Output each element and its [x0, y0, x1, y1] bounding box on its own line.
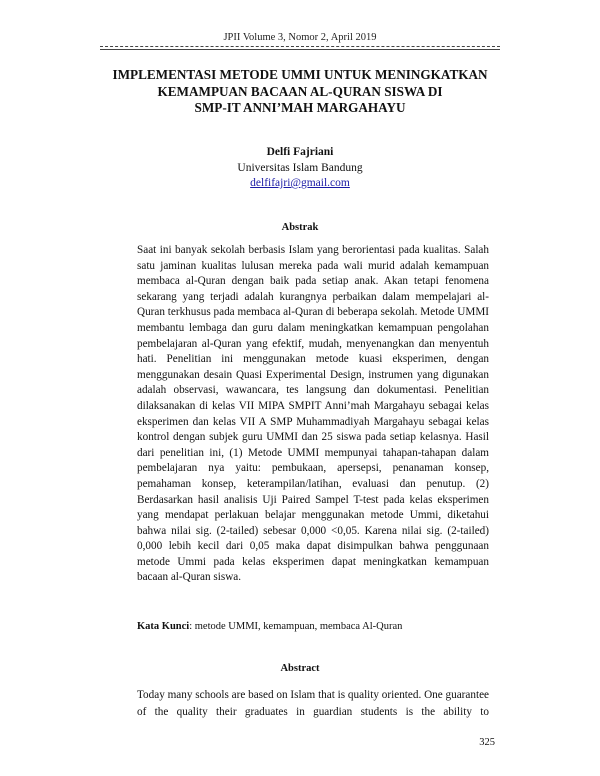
title-line-3: SMP-IT ANNI’MAH MARGAHAYU [194, 100, 406, 115]
page-number: 325 [479, 737, 495, 748]
abstract-body: Today many schools are based on Islam that is quality oriented. One guarantee of the quality their graduates in guardian students is the ability to [137, 689, 489, 718]
author-email-link[interactable]: delfifajri@gmail.com [250, 177, 350, 189]
author-affiliation: Universitas Islam Bandung [237, 162, 363, 174]
keywords-text: : metode UMMI, kemampuan, membaca Al-Quran [189, 621, 403, 632]
header-divider-solid [100, 49, 500, 50]
title-line-1: IMPLEMENTASI METODE UMMI UNTUK MENINGKATKAN [112, 67, 488, 82]
author-name: Delfi Fajriani [266, 146, 334, 158]
abstract-heading: Abstract [280, 663, 320, 674]
keywords-label: Kata Kunci [137, 621, 190, 632]
journal-header: JPII Volume 3, Nomor 2, April 2019 [223, 32, 377, 43]
abstrak-heading: Abstrak [281, 222, 319, 233]
keywords-line [137, 621, 489, 632]
title-line-2: KEMAMPUAN BACAAN AL-QURAN SISWA DI [157, 83, 443, 99]
header-divider [100, 46, 500, 47]
abstrak-body: Saat ini banyak sekolah berbasis Islam yang berorientasi pada kualitas. Salah satu jaminan kualitas lulusan mereka pada wali murid adalah kemampuan membaca al-Quran dengan baik pada setiap anak. Akan tetapi fenomena sekarang yang terjadi adalah kurangnya perbaikan dalam mempelajari al-Quran terkhusus pada membaca al-Quran di beberapa sekolah. Metode UMMI membantu lembaga dan guru dalam meningkatkan kemampuan pengolahan pembelajaran al-Quran yang efektif, mudah, menyenangkan dan menyentuh hati. Penelitian ini menggunakan metode kuasi eksperimen, dengan menggunakan desain Quasi Experimental Design, instrumen yang digunakan adalah observasi, wawancara, tes langsung dan dokumentasi. Penelitian dilaksanakan di kelas VII MIPA SMPIT Anni’mah Margahayu sebagai kelas eksperimen dan kelas VII A SMP Muhammadiyah Margahayu sebagai kelas kontrol dengan subjek guru UMMI dan 25 siswa pada setiap kelasnya. Hasil dari penelitian ini, (1) Metode UMMI mempunyai tahapan-tahapan dalam pembelajaran nya yaitu: pembukaan, apersepsi, penanaman konsep, pemahaman konsep, keterampilan/latihan, evaluasi dan penutup. (2) Berdasarkan hasil analisis Uji Paired Sampel T-test pada kelas eksperimen yang mendapat perlakuan belajar menggunakan metode Ummi, diketahui bahwa nilai sig. (2-tailed) sebesar 0,000 <0,05. Karena nilai sig. (2-tailed) 0,000 lebih kecil dari 0,05 maka dapat disimpulkan bahwa penggunaan metode Ummi pada kelas eksperimen dapat meningkatkan kemampuan bacaan al-Quran siswa. [137, 244, 489, 584]
paper-title [100, 67, 500, 117]
